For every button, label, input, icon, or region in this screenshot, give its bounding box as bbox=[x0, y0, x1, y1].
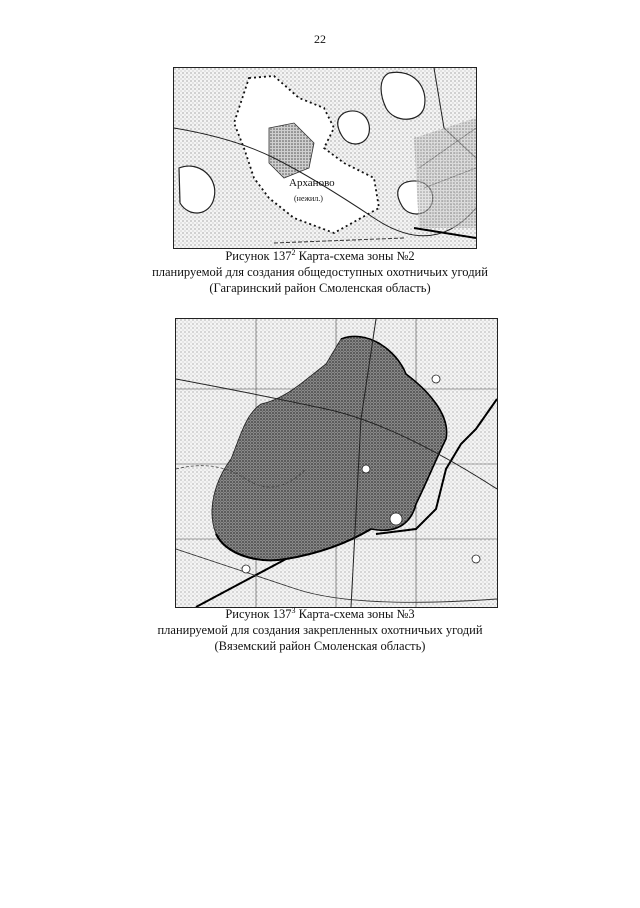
figure-2-caption-line3: (Вяземский район Смоленская область) bbox=[214, 639, 426, 653]
figure-2-caption-line2: планируемой для создания закрепленных охотничьих угодий bbox=[157, 623, 483, 637]
town-label: Арханово bbox=[289, 177, 335, 189]
figure-1-caption-title bbox=[0, 248, 640, 264]
figure-1-caption-prefix: Рисунок 137 bbox=[225, 249, 292, 263]
zone-2-map bbox=[173, 67, 477, 249]
zone-3-map bbox=[175, 318, 498, 608]
zone-2-map-drawing bbox=[174, 68, 476, 248]
figure-1-caption-rest: Карта-схема зоны №2 bbox=[295, 249, 415, 263]
figure-2-caption-prefix: Рисунок 137 bbox=[225, 607, 292, 621]
figure-2-caption-title bbox=[0, 606, 640, 622]
figure-2-caption bbox=[0, 606, 640, 654]
figure-1-caption bbox=[0, 248, 640, 296]
figure-2-caption-rest: Карта-схема зоны №3 bbox=[295, 607, 415, 621]
figure-1-caption-line3: (Гагаринский район Смоленская область) bbox=[209, 281, 431, 295]
zone-3-map-drawing bbox=[176, 319, 497, 607]
figure-2-caption-sup: 3 bbox=[291, 605, 296, 615]
figure-1-caption-line2: планируемой для создания общедоступных охотничьих угодий bbox=[152, 265, 488, 279]
figure-1-caption-sup: 2 bbox=[291, 247, 296, 257]
town-sublabel: (нежил.) bbox=[294, 194, 323, 203]
page-number: 22 bbox=[314, 32, 326, 46]
